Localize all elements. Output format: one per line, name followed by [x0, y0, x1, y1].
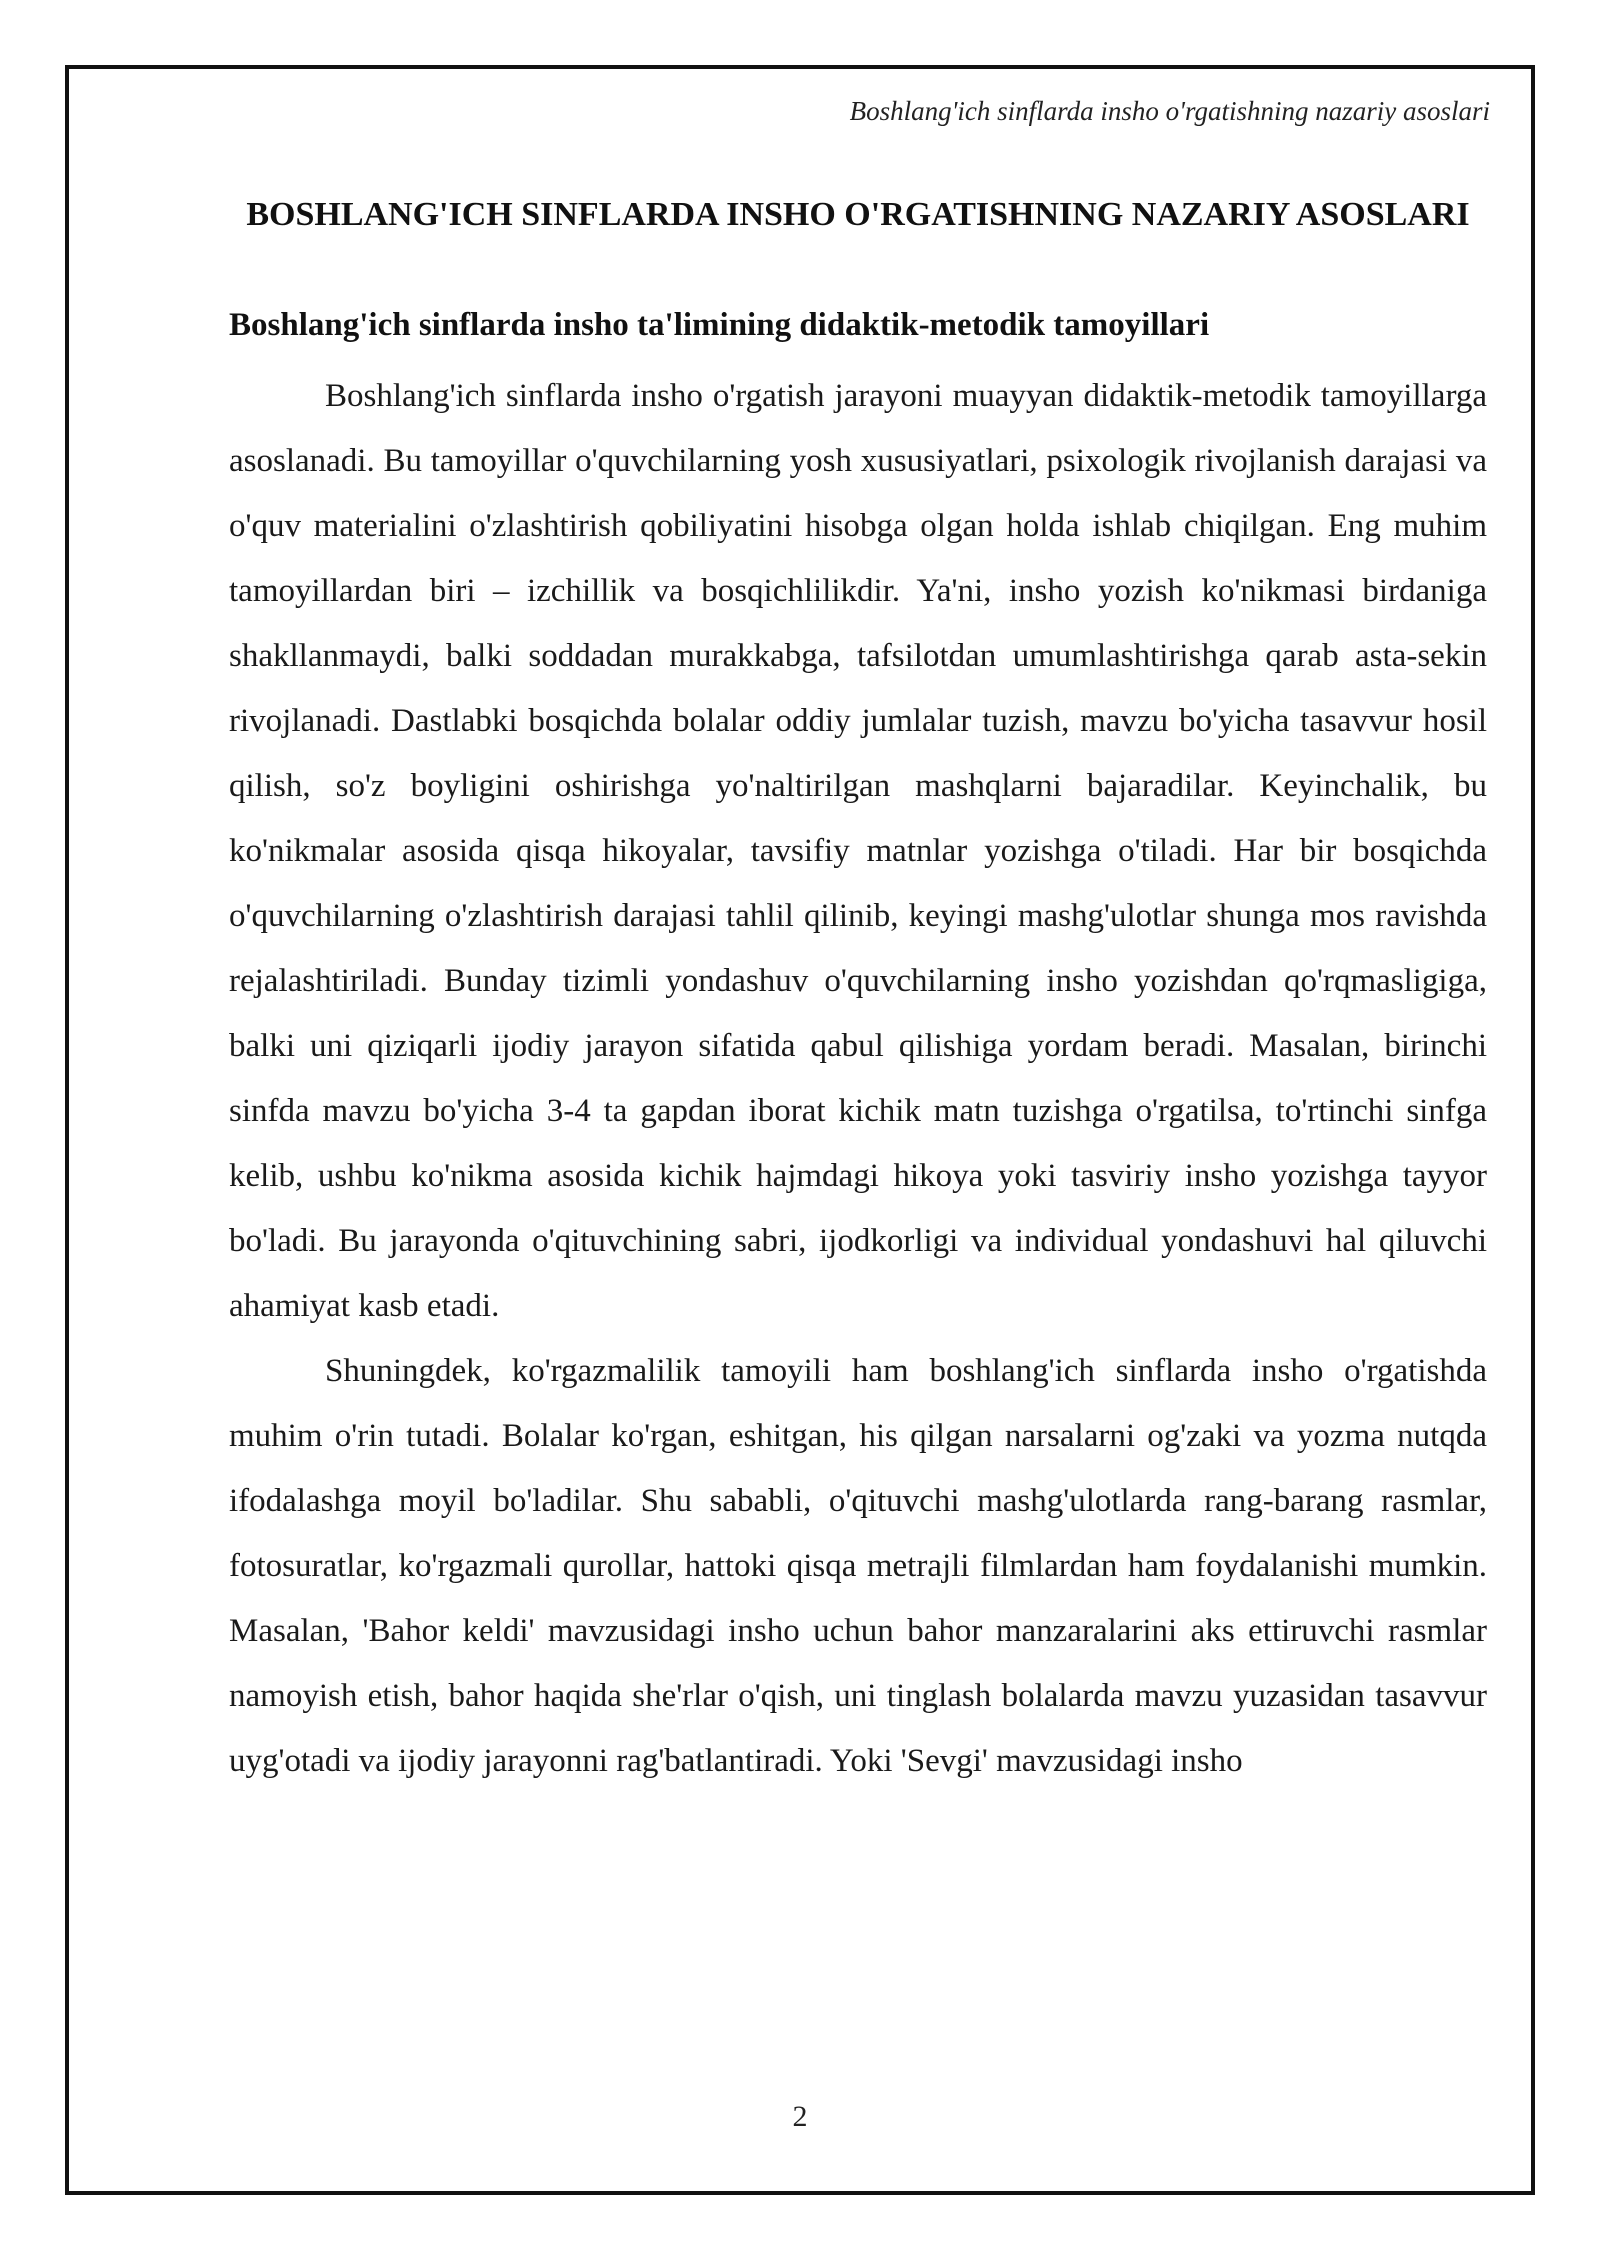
- body-paragraph: Boshlang'ich sinflarda insho o'rgatish jarayoni muayyan didaktik-metodik tamoyillarga asoslanadi. Bu tamoyillar o'quvchilarning yosh xususiyatlari, psixologik rivojlanish darajasi va o'quv materialini o'zlashtirish qobiliyatini hisobga olgan holda ishlab chiqilgan. Eng muhim tamoyillardan biri – izchillik va bosqichlilikdir. Ya'ni, insho yozish ko'nikmasi birdaniga shakllanmaydi, balki soddadan murakkabga, tafsilotdan umumlashtirishga qarab asta-sekin rivojlanadi. Dastlabki bosqichda bolalar oddiy jumlalar tuzish, mavzu bo'yicha tasavvur hosil qilish, so'z boyligini oshirishga yo'naltirilgan mashqlarni bajaradilar. Keyinchalik, bu ko'nikmalar asosida qisqa hikoyalar, tavsifiy matnlar yozishga o'tiladi. Har bir bosqichda o'quvchilarning o'zlashtirish darajasi tahlil qilinib, keyingi mashg'ulotlar shunga mos ravishda rejalashtiriladi. Bunday tizimli yondashuv o'quvchilarning insho yozishdan qo'rqmasligiga, balki uni qiziqarli ijodiy jarayon sifatida qabul qilishiga yordam beradi. Masalan, birinchi sinfda mavzu bo'yicha 3-4 ta gapdan iborat kichik matn tuzishga o'rgatilsa, to'rtinchi sinfga kelib, ushbu ko'nikma asosida kichik hajmdagi hikoya yoki tasviriy insho yozishga tayyor bo'ladi. Bu jarayonda o'qituvchining sabri, ijodkorligi va individual yondashuvi hal qiluvchi ahamiyat kasb etadi.: [229, 378, 1487, 1324]
- body-paragraph: Shuningdek, ko'rgazmalilik tamoyili ham boshlang'ich sinflarda insho o'rgatishda muhim o'rin tutadi. Bolalar ko'rgan, eshitgan, his qilgan narsalarni og'zaki va yozma nutqda ifodalashga moyil bo'ladilar. Shu sababli, o'qituvchi mashg'ulotlarda rang-barang rasmlar, fotosuratlar, ko'rgazmali qurollar, hattoki qisqa metrajli filmlardan ham foydalanishi mumkin. Masalan, 'Bahor keldi' mavzusidagi insho uchun bahor manzaralarini aks ettiruvchi rasmlar namoyish etish, bahor haqida she'rlar o'qish, uni tinglash bolalarda mavzu yuzasidan tasavvur uyg'otadi va ijodiy jarayonni rag'batlantiradi. Yoki 'Sevgi' mavzusidagi insho: [229, 1353, 1487, 1779]
- running-header: Boshlang'ich sinflarda insho o'rgatishning nazariy asoslari: [849, 96, 1490, 126]
- document-title: BOSHLANG'ICH SINFLARDA INSHO O'RGATISHNING NAZARIY ASOSLARI: [246, 196, 1470, 233]
- page-content: [229, 182, 1487, 1794]
- section-heading: Boshlang'ich sinflarda insho ta'limining didaktik-metodik tamoyillari: [229, 307, 1210, 343]
- page-number: 2: [792, 2100, 808, 2133]
